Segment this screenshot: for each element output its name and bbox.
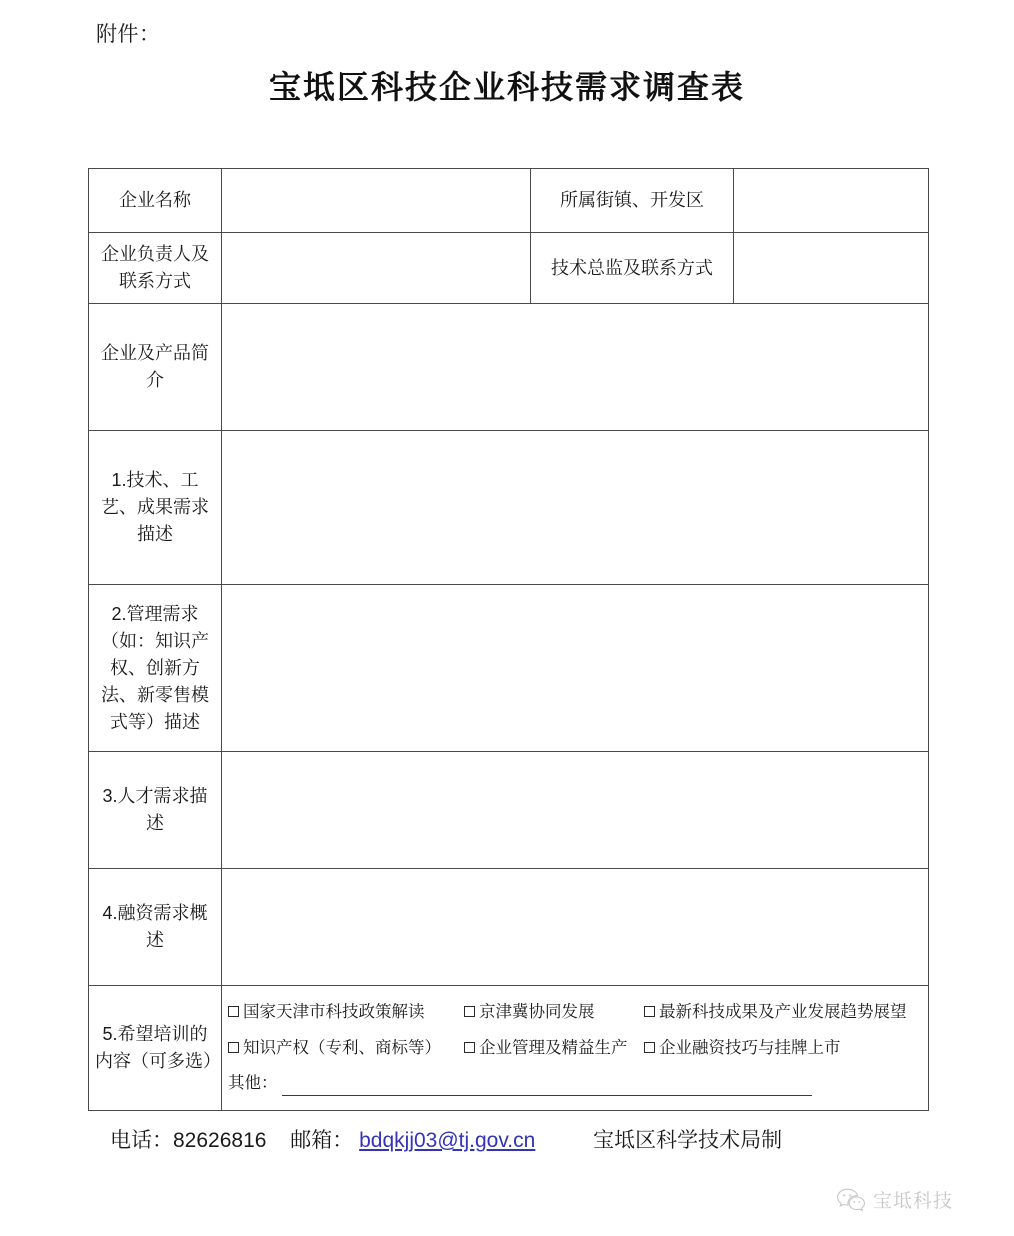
other-label: 其他： (228, 1074, 278, 1093)
company-name-label: 企业名称 (89, 169, 222, 233)
company-leader-label: 企业负责人及联系方式 (89, 233, 222, 304)
attachment-label: 附件： (96, 23, 161, 46)
page-title: 宝坻区科技企业科技需求调查表 (268, 69, 745, 105)
training-need-label: 5.希望培训的内容（可多选） (89, 986, 222, 1111)
checkbox-option-jingjinji[interactable] (464, 1000, 644, 1025)
checkbox-icon[interactable] (464, 1006, 475, 1017)
company-name-input[interactable] (222, 169, 531, 233)
wechat-account-name: 宝坻科技 (873, 1191, 954, 1212)
checkbox-option-financing[interactable] (644, 1036, 841, 1061)
district-input[interactable] (734, 169, 929, 233)
checkbox-option-ip[interactable] (228, 1036, 464, 1061)
email-label: 邮箱： (290, 1129, 354, 1152)
cto-contact-input[interactable] (734, 233, 929, 304)
checkbox-option-management[interactable] (464, 1036, 644, 1061)
phone-text: 电话：82626816 (110, 1129, 267, 1152)
training-options-cell (222, 986, 929, 1111)
management-need-label: 2.管理需求（如：知识产权、创新方法、新零售模式等）描述 (89, 585, 222, 752)
table-row (89, 869, 929, 986)
checkbox-label: 企业管理及精益生产 (479, 1038, 628, 1057)
cto-contact-label: 技术总监及联系方式 (531, 233, 734, 304)
finance-need-input[interactable] (222, 869, 929, 986)
footer-contact (110, 1124, 782, 1154)
issuer-text: 宝坻区科学技术局制 (593, 1129, 783, 1152)
table-row (89, 304, 929, 431)
checkbox-icon[interactable] (464, 1042, 475, 1053)
checkbox-option-trends[interactable] (644, 1000, 907, 1025)
table-row (89, 169, 929, 233)
management-need-input[interactable] (222, 585, 929, 752)
checkbox-icon[interactable] (228, 1006, 239, 1017)
wechat-account-badge (836, 1186, 953, 1213)
table-row (89, 986, 929, 1111)
checkbox-label: 知识产权（专利、商标等） (243, 1038, 441, 1057)
table-row (89, 752, 929, 869)
other-option-row (228, 1071, 922, 1096)
talent-need-label: 3.人才需求描述 (89, 752, 222, 869)
table-row (89, 431, 929, 585)
checkbox-label: 国家天津市科技政策解读 (243, 1002, 425, 1021)
company-intro-label: 企业及产品简介 (89, 304, 222, 431)
checkbox-icon[interactable] (228, 1042, 239, 1053)
survey-form-table (88, 168, 929, 1111)
finance-need-label: 4.融资需求概述 (89, 869, 222, 986)
email-link[interactable]: bdqkjj03@tj.gov.cn (359, 1129, 536, 1152)
other-input[interactable] (282, 1081, 812, 1096)
district-label: 所属街镇、开发区 (531, 169, 734, 233)
tech-need-label: 1.技术、工艺、成果需求描述 (89, 431, 222, 585)
checkbox-label: 最新科技成果及产业发展趋势展望 (659, 1002, 907, 1021)
table-row (89, 233, 929, 304)
checkbox-option-policy[interactable] (228, 1000, 464, 1025)
training-options-row-1 (228, 1000, 922, 1025)
table-row (89, 585, 929, 752)
tech-need-input[interactable] (222, 431, 929, 585)
company-intro-input[interactable] (222, 304, 929, 431)
checkbox-icon[interactable] (644, 1042, 655, 1053)
company-leader-input[interactable] (222, 233, 531, 304)
talent-need-input[interactable] (222, 752, 929, 869)
wechat-icon (836, 1187, 866, 1213)
checkbox-label: 企业融资技巧与挂牌上市 (659, 1038, 841, 1057)
checkbox-icon[interactable] (644, 1006, 655, 1017)
checkbox-label: 京津冀协同发展 (479, 1002, 595, 1021)
training-options-row-2 (228, 1036, 922, 1061)
